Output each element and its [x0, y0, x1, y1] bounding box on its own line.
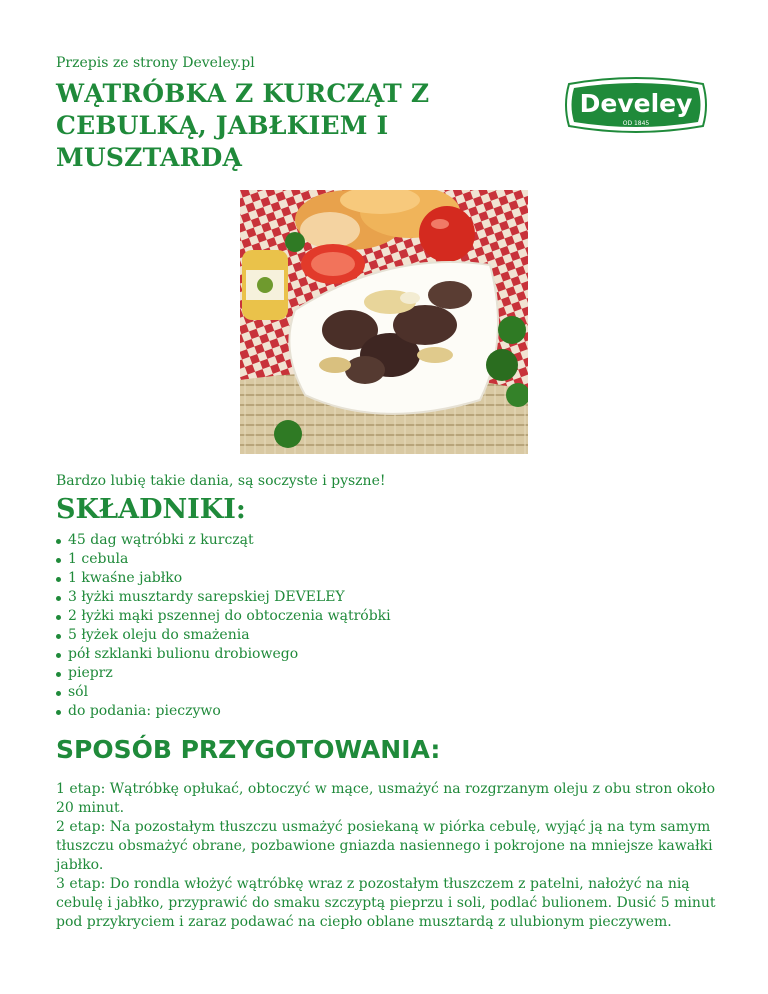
method-steps: [56, 780, 720, 932]
list-item: pół szklanki bulionu drobiowego: [56, 645, 391, 664]
method-heading: SPOSÓB PRZYGOTOWANIA:: [56, 735, 441, 764]
list-item: pieprz: [56, 664, 391, 683]
intro-text: Bardzo lubię takie dania, są soczyste i pyszne!: [56, 473, 386, 489]
method-step: 1 etap: Wątróbkę opłukać, obtoczyć w mące, usmażyć na rozgrzanym oleju z obu stron około 20 minut.: [56, 781, 715, 816]
ingredients-heading: SKŁADNIKI:: [56, 494, 246, 525]
develey-logo: [563, 74, 709, 136]
list-item: 45 dag wątróbki z kurcząt: [56, 531, 391, 550]
list-item: 5 łyżek oleju do smażenia: [56, 626, 391, 645]
dish-photo: [240, 190, 528, 454]
list-item: 1 kwaśne jabłko: [56, 569, 391, 588]
list-item: 3 łyżki musztardy sarepskiej DEVELEY: [56, 588, 391, 607]
list-item: sól: [56, 683, 391, 702]
source-label: Przepis ze strony Develey.pl: [56, 55, 255, 71]
recipe-title: WĄTRÓBKA Z KURCZĄT Z CEBULKĄ, JABŁKIEM I MUSZTARDĄ: [56, 79, 430, 172]
svg-text:Develey: Develey: [579, 89, 693, 118]
svg-text:OD 1845: OD 1845: [622, 120, 650, 127]
list-item: 1 cebula: [56, 550, 391, 569]
list-item: 2 łyżki mąki pszennej do obtoczenia wątróbki: [56, 607, 391, 626]
list-item: do podania: pieczywo: [56, 702, 391, 721]
ingredients-list: [56, 531, 391, 721]
method-step: 2 etap: Na pozostałym tłuszczu usmażyć posiekaną w piórka cebulę, wyjąć ją na tym samym tłuszczu obsmażyć obrane, pozbawione gniazda nasiennego i pokrojone na mniejsze kawałki jabłko.: [56, 819, 713, 873]
method-step: 3 etap: Do rondla włożyć wątróbkę wraz z pozostałym tłuszczem z patelni, nałożyć na nią cebulę i jabłko, przyprawić do smaku szczyptą pieprzu i soli, podlać bulionem. Dusić 5 minut pod przykryciem i zaraz podawać na ciepło oblane musztardą z ulubionym pieczywem.: [56, 876, 716, 930]
